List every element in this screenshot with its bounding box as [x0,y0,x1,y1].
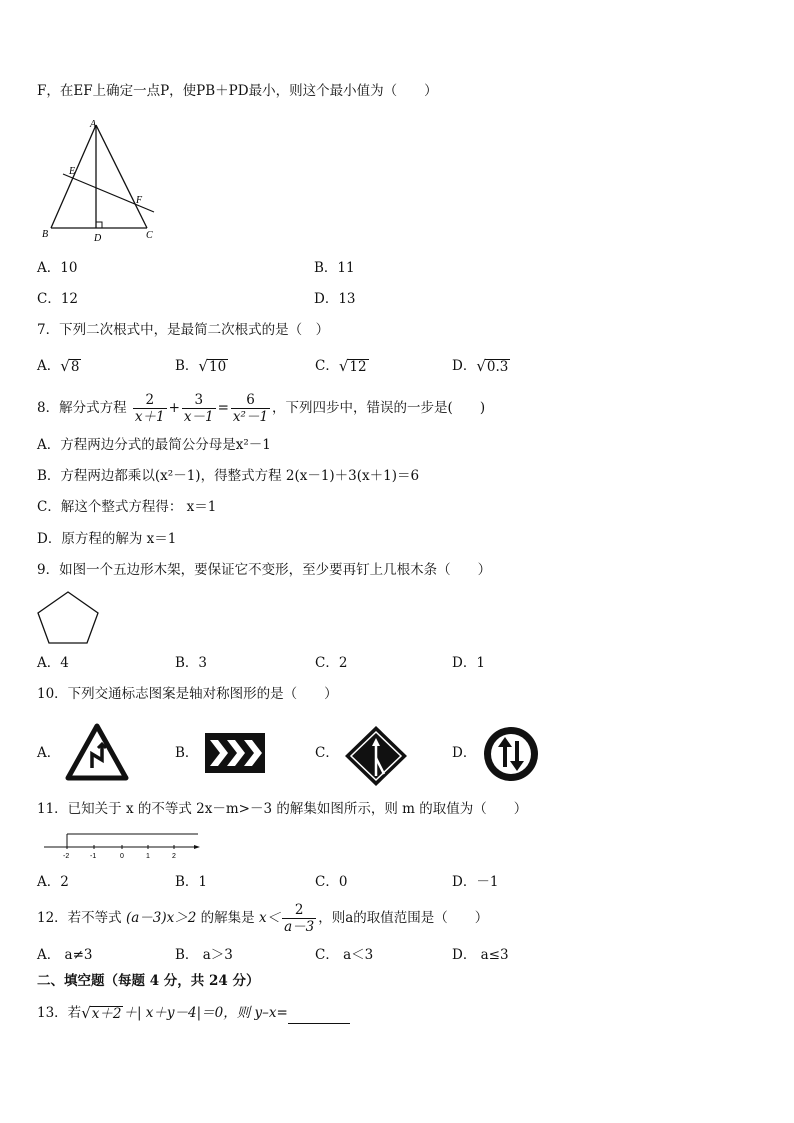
q10-option-a-label: A． [37,745,61,761]
q10-option-b-label: B． [175,745,199,761]
q7-stem: 7．下列二次根式中，是最简二次根式的是（ ） [37,322,330,338]
q11-option-d: D．－1 [452,874,499,890]
label-c: C [146,230,153,241]
q10-stem: 10．下列交通标志图案是轴对称图形的是（ ） [37,686,338,702]
q9-option-b: B．3 [175,655,208,671]
q6-option-d: D．13 [314,291,356,307]
label-b: B [42,229,49,240]
chevron-sign-icon [204,732,266,774]
q6-option-c: C．12 [37,291,79,307]
tick-label: 0 [120,853,124,860]
q8-frac-3: $\frac{6}{\text{x²－1}}$ [232,392,269,425]
q9-stem: 9．如图一个五边形木架，要保证它不变形，至少要再钉上几根木条（ ） [37,562,492,578]
pentagon-figure [36,590,102,646]
q8-option-b: B．方程两边都乘以(x²－1)，得整式方程 2(x－1)＋3(x＋1)＝6 [37,468,420,484]
q8-option-d: D．原方程的解为 x＝1 [37,531,177,547]
label-f: F [136,195,143,206]
label-d: D [94,233,102,244]
q9-option-d: D．1 [452,655,485,671]
merge-sign-icon [343,724,409,788]
tick-label: 1 [146,853,150,860]
q9-option-a: A．4 [37,655,69,671]
q12-option-c: C． a＜3 [315,947,374,963]
q12-option-a: A． a≠3 [37,947,93,963]
q6-option-a: A．10 [37,260,78,276]
number-line-figure [42,830,202,862]
q12-option-d: D． a≤3 [452,947,509,963]
two-way-traffic-sign-icon [481,725,541,783]
q8-stem: 8．解分式方程 $\frac{2}{x+1}$ + $\frac{3}{x-1}$ = $\frac{6}{\text{x²－1}}$ ，下列四步中，错误的一步是( ) [37,392,486,425]
triangle-figure [40,118,160,243]
q8-option-a: A．方程两边分式的最简公分母是x²－1 [37,437,271,453]
answer-blank[interactable] [288,1009,350,1024]
tick-label: -2 [63,853,70,860]
tick-label: -1 [90,853,97,860]
label-e: E [69,166,76,177]
q8-frac-2: $\frac{3}{x-1}$ [183,392,214,425]
q11-option-c: C．0 [315,874,348,890]
q12-stem: 12．若不等式 (a－3)x＞2 的解集是 x＜ $\frac{2}{a-3}$ ，则a的取值范围是（ ） [37,902,489,935]
warning-sign-icon [66,724,128,780]
q8-frac-1: $\frac{2}{x+1}$ [134,392,165,425]
q8-option-c: C．解这个整式方程得： x＝1 [37,499,217,515]
q12-option-b: B． a＞3 [175,947,233,963]
q10-option-c-label: C． [315,745,339,761]
q7-option-a: A． √ 8 [37,357,80,375]
q9-option-c: C．2 [315,655,348,671]
q7-option-d: D． √ 0.3 [452,357,509,375]
tick-label: 2 [172,853,176,860]
question-intro: F，在EF上确定一点P，使PB＋PD最小，则这个最小值为（ ） [37,83,438,99]
q6-option-b: B．11 [314,260,355,276]
q12-frac: $\frac{2}{a-3}$ [284,902,315,935]
section-title: 二、填空题（每题 4 分，共 24 分） [37,973,260,989]
q7-option-b: B． √ 10 [175,357,227,375]
q11-stem: 11．已知关于 x 的不等式 2x－m>－3 的解集如图所示，则 m 的取值为（ ） [37,801,528,817]
q11-option-a: A．2 [37,874,69,890]
q13-stem: 13．若 √ x＋2 ＋| x＋y－4|＝0，则 y–x= [37,1002,350,1024]
q7-option-c: C． √ 12 [315,357,367,375]
label-a: A [90,119,97,130]
q11-option-b: B．1 [175,874,208,890]
q10-option-d-label: D． [452,745,477,761]
